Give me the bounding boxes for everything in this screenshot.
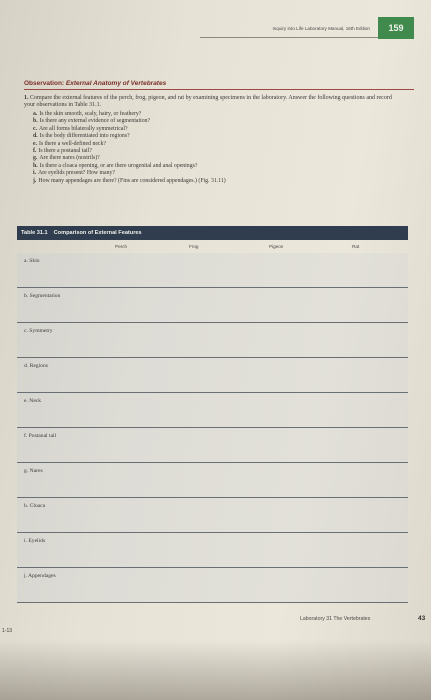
table-number: Table 31.1 — [21, 230, 48, 236]
question-letter: a. — [33, 111, 38, 117]
footer-chapter: The Vertebrates — [333, 616, 371, 622]
section-heading: External Anatomy of Vertebrates — [65, 80, 167, 87]
table-row-appendages[interactable] — [17, 568, 408, 603]
column-header-frog: Frog — [189, 244, 199, 249]
question-item — [33, 155, 393, 162]
footer-label — [300, 616, 370, 622]
question-text: Is there any external evidence of segmentation? — [39, 118, 151, 125]
column-header-pigeon: Pigeon — [269, 244, 284, 249]
table-row-segmentation[interactable] — [17, 288, 408, 323]
footer-lab-number: Laboratory 31 — [300, 616, 333, 622]
row-label: d. Regions — [24, 363, 48, 369]
question-text: Is the body differentiated into regions? — [39, 133, 130, 140]
page-shadow — [0, 640, 431, 700]
question-text: Are eyelids present? How many? — [38, 170, 116, 177]
table-row-cloaca[interactable] — [17, 498, 408, 533]
question-text: Are all forms bilaterally symmetrical? — [39, 125, 128, 132]
question-item — [33, 141, 393, 148]
running-head: Inquiry into Life Laboratory Manual, 16th Edition — [272, 26, 370, 31]
column-header-perch: Perch — [115, 244, 128, 249]
row-label: a. Skin — [24, 258, 40, 264]
comparison-table — [17, 253, 408, 603]
row-label: b. Segmentation — [24, 293, 61, 299]
page-number-badge: 159 — [378, 17, 414, 39]
question-text: How many appendages are there? (Fins are considered appendages.) (Fig. 31.11) — [38, 177, 226, 184]
question-item — [33, 178, 393, 185]
question-item — [33, 118, 393, 125]
table-row-symmetry[interactable] — [17, 323, 408, 358]
question-list — [33, 111, 393, 185]
row-label: c. Symmetry — [24, 328, 53, 334]
table-row-skin[interactable] — [17, 253, 408, 288]
footer-left-mark: 1-13 — [2, 628, 13, 634]
footer-page-number: 43 — [418, 615, 426, 622]
row-label: g. Nares — [24, 468, 43, 474]
section-rule — [24, 89, 414, 90]
question-letter: f. — [33, 148, 37, 155]
row-label: f. Postanal tail — [24, 433, 57, 439]
table-row-regions[interactable] — [17, 358, 408, 393]
question-letter: b. — [33, 118, 38, 125]
question-letter: j. — [33, 177, 37, 184]
table-title-bar — [17, 226, 408, 240]
question-letter: h. — [33, 162, 38, 169]
row-label: i. Eyelids — [24, 538, 46, 544]
question-letter: e. — [33, 140, 38, 147]
section-label: Observation: — [24, 80, 65, 87]
section-title — [24, 80, 166, 87]
instruction-number: 1. — [24, 95, 29, 101]
instruction-text: Compare the external features of the perch, frog, pigeon, and rat by examining specimens in the laboratory. Answer the following questions and record your observations in Table 31.1. — [24, 95, 392, 108]
row-label: e. Neck — [24, 398, 42, 404]
question-letter: d. — [33, 133, 38, 140]
question-letter: g. — [33, 155, 38, 162]
question-text: Is there a cloaca opening, or are there urogenital and anal openings? — [39, 162, 198, 169]
question-item — [33, 133, 393, 140]
column-header-rat: Rat — [352, 244, 360, 249]
instruction-paragraph — [24, 95, 404, 109]
table-row-nares[interactable] — [17, 463, 408, 498]
table-row-neck[interactable] — [17, 393, 408, 428]
row-label: h. Cloaca — [24, 503, 46, 509]
table-title: Comparison of External Features — [53, 230, 142, 236]
header-rule — [200, 37, 378, 38]
table-row-eyelids[interactable] — [17, 533, 408, 568]
question-letter: c. — [33, 125, 38, 132]
table-column-headers — [17, 241, 408, 253]
question-text: Is there a postanal tail? — [38, 148, 92, 155]
question-item — [33, 163, 393, 170]
table-row-postanal-tail[interactable] — [17, 428, 408, 463]
question-text: Are there nares (nostrils)? — [39, 155, 100, 162]
question-text: Is the skin smooth, scaly, hairy, or feathery? — [39, 111, 142, 117]
question-letter: i. — [33, 170, 37, 177]
question-text: Is there a well-defined neck? — [39, 140, 106, 147]
row-label: j. Appendages — [24, 573, 56, 579]
question-item — [33, 170, 393, 177]
